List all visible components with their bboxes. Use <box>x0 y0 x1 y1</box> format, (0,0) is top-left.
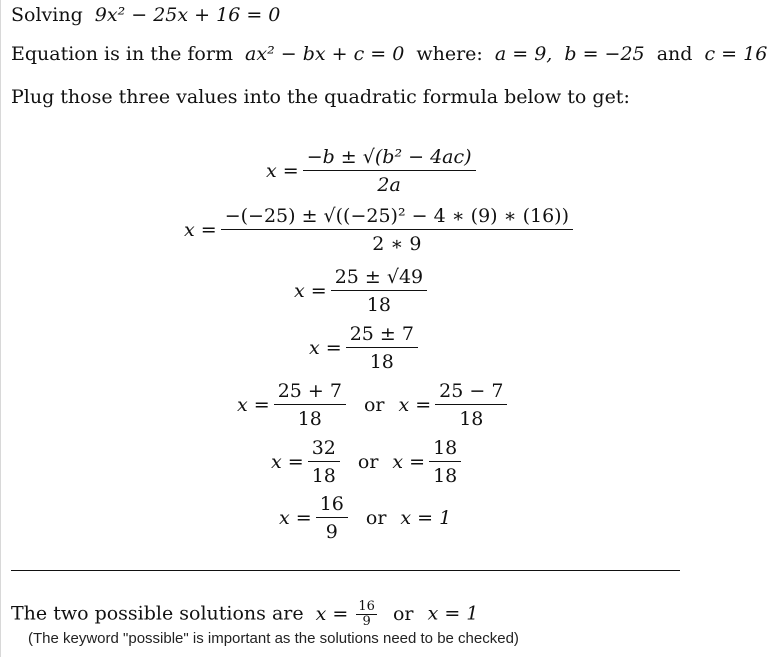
conclusion-numerator: 16 <box>358 599 375 614</box>
fraction-denominator: 18 <box>459 408 484 430</box>
fraction-numerator: 25 ± √49 <box>331 266 427 291</box>
or-word: or <box>357 451 379 473</box>
b-assignment: b = −25 <box>564 43 645 65</box>
conclusion-fraction <box>356 600 377 629</box>
form-line <box>11 43 767 65</box>
fraction-denominator: 18 <box>369 351 394 373</box>
step-root-evaluated <box>309 323 422 373</box>
step-lhs: x = <box>309 337 342 359</box>
fraction-denominator: 9 <box>325 521 338 543</box>
and-word: and <box>656 43 693 65</box>
conclusion-line <box>11 600 478 629</box>
step-lhs: x = <box>184 219 217 241</box>
conclusion-or: or <box>392 602 414 625</box>
fraction-denominator: 18 <box>366 294 392 316</box>
fraction-numerator: 25 − 7 <box>435 380 507 405</box>
step-simplified <box>271 437 465 487</box>
fraction <box>316 493 348 543</box>
step-lhs-2: x = <box>398 394 432 416</box>
or-word: or <box>365 507 387 529</box>
fraction-2 <box>435 380 507 430</box>
fraction-numerator: 18 <box>429 437 461 462</box>
fraction-denominator: 18 <box>297 408 322 430</box>
fraction-numerator: −b ± √(b² − 4ac) <box>303 146 476 171</box>
step-final <box>279 493 451 543</box>
step-lhs: x = <box>237 394 270 416</box>
fraction-numerator: −(−25) ± √((−25)² − 4 ∗ (9) ∗ (16)) <box>221 205 573 230</box>
step-lhs: x = <box>271 451 304 473</box>
fraction-denominator: 2 ∗ 9 <box>372 233 422 255</box>
step-lhs: x = <box>279 507 312 529</box>
fraction-denominator: 18 <box>311 465 336 487</box>
fraction <box>221 205 573 255</box>
left-border <box>0 0 1 657</box>
c-assignment: c = 16 <box>704 43 767 65</box>
fraction-2 <box>429 437 461 487</box>
heading-equation: 9x² − 25x + 16 = 0 <box>94 4 281 26</box>
conclusion-x-eq: x = <box>315 602 349 625</box>
note-text: (The keyword "possible" is important as the solutions need to be checked) <box>28 630 519 647</box>
conclusion-second: x = 1 <box>427 602 479 625</box>
heading-line <box>11 4 280 26</box>
fraction <box>274 380 346 430</box>
fraction-numerator: 32 <box>308 437 340 462</box>
fraction-denominator: 2a <box>377 174 401 196</box>
fraction-numerator: 16 <box>316 493 348 518</box>
form-prefix: Equation is in the form <box>11 43 233 65</box>
step-lhs: x = <box>294 280 327 302</box>
fraction-numerator: 25 + 7 <box>274 380 346 405</box>
divider-line <box>11 570 680 571</box>
where-label: where: <box>416 43 483 65</box>
step-lhs-2: x = <box>392 451 426 473</box>
solving-label: Solving <box>11 4 83 26</box>
step-substituted <box>184 205 577 255</box>
fraction <box>346 323 418 373</box>
step-general-formula <box>266 146 480 196</box>
fraction <box>331 266 427 316</box>
or-word: or <box>363 394 385 416</box>
fraction-denominator: 18 <box>433 465 458 487</box>
plug-line: Plug those three values into the quadratic formula below to get: <box>11 86 630 108</box>
general-form: ax² − bx + c = 0 <box>245 43 405 65</box>
conclusion-prefix: The two possible solutions are <box>11 602 304 625</box>
step-lhs: x = <box>266 160 299 182</box>
a-assignment: a = 9, <box>494 43 553 65</box>
conclusion-denominator: 9 <box>362 614 371 629</box>
fraction-numerator: 25 ± 7 <box>346 323 418 348</box>
step-discriminant <box>294 266 431 316</box>
step-split <box>237 380 511 430</box>
fraction <box>303 146 476 196</box>
step-rhs-2: x = 1 <box>400 507 452 529</box>
fraction <box>308 437 340 487</box>
